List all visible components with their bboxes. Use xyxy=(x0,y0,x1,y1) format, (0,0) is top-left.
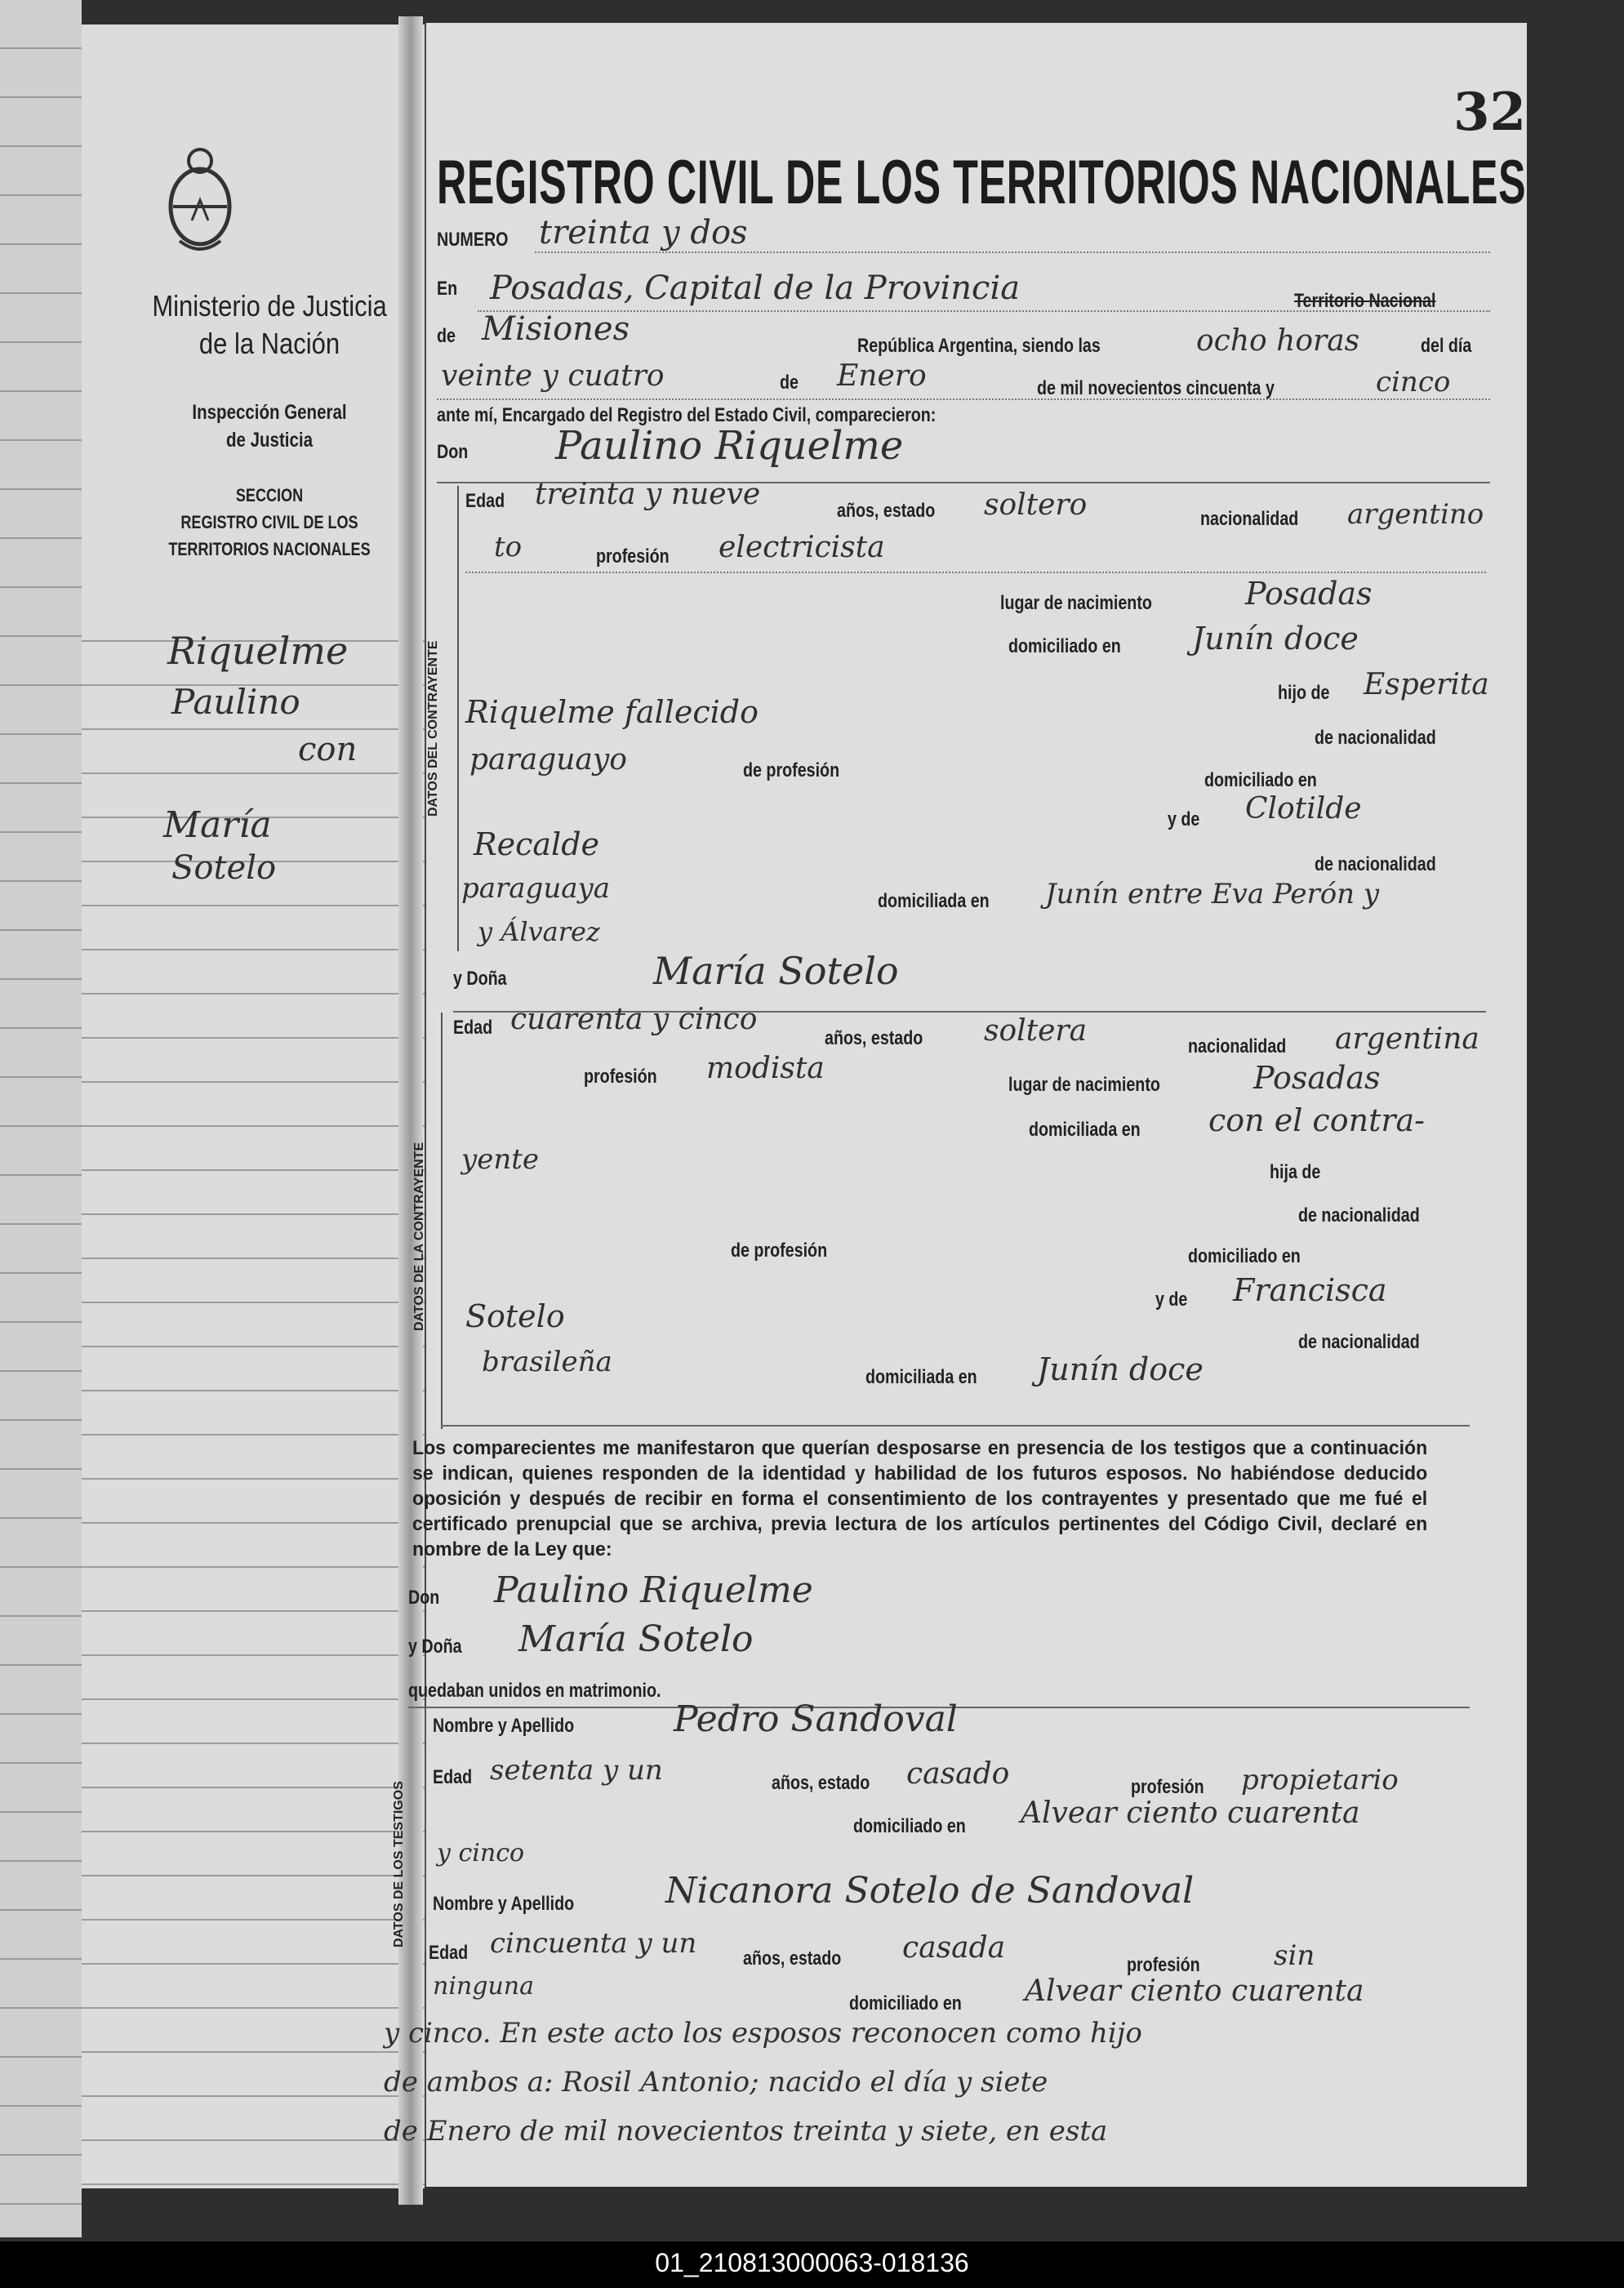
hora-value: ocho horas xyxy=(1196,324,1360,358)
final-dona-label: y Doña xyxy=(408,1636,462,1658)
ano-value: cinco xyxy=(1376,366,1451,398)
bride-dom-cont: yente xyxy=(461,1143,540,1176)
bride-dom-label: domiciliada en xyxy=(1029,1119,1141,1141)
groom-mother-value: Clotilde xyxy=(1245,792,1362,826)
inspeccion-line2: de Justicia xyxy=(226,429,313,452)
inspeccion-line1: Inspección General xyxy=(192,401,347,424)
w2-estado-value: casada xyxy=(902,1931,1006,1965)
bride-mother-dom-value: Junín doce xyxy=(1037,1351,1204,1387)
groom-father-nac-label: de nacionalidad xyxy=(1315,727,1436,749)
groom-mother-dom-label: domiciliada en xyxy=(878,890,990,912)
dia-value: veinte y cuatro xyxy=(441,359,665,393)
w2-prof-cont: ninguna xyxy=(433,1972,534,2001)
w1-dom-cont: y cinco xyxy=(437,1839,525,1867)
groom-mother-dom-cont: y Álvarez xyxy=(478,916,600,947)
groom-mother-nac-value: paraguaya xyxy=(461,872,610,905)
side-label-contrayenta: DATOS DE LA CONTRAYENTE xyxy=(412,1142,426,1331)
bride-dom-value: con el contra- xyxy=(1208,1102,1425,1138)
w2-dom-value: Alvear ciento cuarenta xyxy=(1025,1974,1364,2008)
groom-nac-value: argentino xyxy=(1347,498,1484,531)
mil-label: de mil novecientos cincuenta y xyxy=(1037,377,1275,399)
groom-lugar-label: lugar de nacimiento xyxy=(1000,592,1152,614)
final-don-label: Don xyxy=(408,1587,440,1609)
groom-lugar-value: Posadas xyxy=(1245,576,1373,612)
bride-mother-nac-label: de nacionalidad xyxy=(1298,1331,1420,1353)
stub-note-surname: Riquelme xyxy=(167,629,349,673)
republica-label: República Argentina, siendo las xyxy=(857,335,1101,357)
dona-label: y Doña xyxy=(453,968,507,990)
w2-anos-label: años, estado xyxy=(743,1947,842,1970)
bride-mother-dom-label: domiciliada en xyxy=(865,1366,977,1388)
w1-prof-value: propietario xyxy=(1241,1764,1399,1796)
bride-father-prof-label: de profesión xyxy=(731,1240,828,1262)
groom-father-prof-label: de profesión xyxy=(743,759,840,781)
w1-estado-value: casado xyxy=(906,1757,1010,1791)
de-value: Misiones xyxy=(482,310,630,348)
bride-mother-surname: Sotelo xyxy=(465,1298,565,1334)
w2-prof-label: profesión xyxy=(1127,1954,1200,1976)
note-line-2: de ambos a: Rosil Antonio; nacido el día y siete xyxy=(384,2066,1048,2099)
numero-label: NUMERO xyxy=(437,229,509,251)
bride-edad-value: cuarenta y cinco xyxy=(510,1003,758,1036)
del-dia-label: del día xyxy=(1421,335,1472,357)
note-line-3: de Enero de mil novecientos treinta y siete, en esta xyxy=(384,2115,1108,2148)
final-dona-value: María Sotelo xyxy=(518,1618,754,1660)
inspeccion-name xyxy=(142,398,397,454)
page-number: 32 xyxy=(1453,82,1527,143)
dona-value: María Sotelo xyxy=(653,949,899,993)
bride-nac-value: argentina xyxy=(1335,1022,1479,1056)
bride-estado-value: soltera xyxy=(984,1014,1088,1048)
w1-prof-label: profesión xyxy=(1131,1776,1204,1798)
image-caption: 01_210813000063-018136 xyxy=(655,2248,969,2277)
final-don-value: Paulino Riquelme xyxy=(494,1569,813,1611)
en-label: En xyxy=(437,278,458,300)
bride-hija-label: hija de xyxy=(1270,1161,1321,1183)
groom-father-nac-value: paraguayo xyxy=(469,743,627,777)
registro-line1: REGISTRO CIVIL DE LOS xyxy=(180,512,358,532)
groom-estado-value: soltero xyxy=(984,488,1088,522)
ministry-line2: de la Nación xyxy=(198,327,340,360)
bride-father-nac-label: de nacionalidad xyxy=(1298,1204,1420,1226)
ante-label: ante mí, Encargado del Registro del Estado Civil, comparecieron: xyxy=(437,404,937,426)
numero-value: treinta y dos xyxy=(539,214,748,252)
stub-note-name: Paulino xyxy=(171,682,300,722)
bride-anos-label: años, estado xyxy=(825,1027,923,1049)
w2-prof-value: sin xyxy=(1274,1939,1315,1972)
mes-value: Enero xyxy=(837,359,927,393)
en-value: Posadas, Capital de la Provincia xyxy=(490,269,1021,307)
bride-nac-label: nacionalidad xyxy=(1188,1035,1287,1057)
groom-father-dom-label: domiciliado en xyxy=(1204,769,1317,791)
coat-of-arms-icon xyxy=(155,143,245,257)
bride-prof-value: modista xyxy=(706,1052,825,1085)
groom-mother-nac-label: de nacionalidad xyxy=(1315,853,1436,875)
w2-edad-label: Edad xyxy=(429,1942,469,1964)
document-title: REGISTRO CIVIL DE LOS TERRITORIOS NACIONALES xyxy=(437,148,1527,217)
stub-note-bride-surname: Sotelo xyxy=(171,849,277,887)
seccion-label: SECCION xyxy=(235,485,304,505)
w1-nombre-label: Nombre y Apellido xyxy=(433,1715,575,1737)
w2-dom-label: domiciliado en xyxy=(849,1992,962,2014)
w1-dom-label: domiciliado en xyxy=(853,1815,966,1837)
left-page-edge xyxy=(0,0,82,2237)
groom-nac-label: nacionalidad xyxy=(1200,508,1299,530)
side-label-contrayente: DATOS DEL CONTRAYENTE xyxy=(426,640,440,817)
bride-mother-nac-value: brasileña xyxy=(482,1346,612,1378)
territorio-label: Territorio Nacional xyxy=(1294,290,1436,312)
w1-edad-value: setenta y un xyxy=(490,1754,663,1787)
quedaban-label: quedaban unidos en matrimonio. xyxy=(408,1680,661,1702)
bride-father-dom-label: domiciliado en xyxy=(1188,1245,1301,1267)
ministry-name xyxy=(136,287,403,363)
bride-prof-label: profesión xyxy=(584,1066,657,1088)
groom-mother-y-de-label: y de xyxy=(1168,808,1200,830)
stub-note-bride-name: María xyxy=(163,804,272,846)
groom-father-value: Riquelme fallecido xyxy=(465,694,759,730)
groom-anos-label: años, estado xyxy=(837,500,936,522)
groom-dom-value: Junín doce xyxy=(1192,621,1359,657)
bride-lugar-value: Posadas xyxy=(1253,1060,1381,1096)
w1-edad-label: Edad xyxy=(433,1766,473,1788)
bride-mother-value: Francisca xyxy=(1233,1272,1387,1308)
seccion-name xyxy=(142,482,397,563)
groom-hijo-label: hijo de xyxy=(1278,682,1330,704)
image-caption-bar xyxy=(0,2241,1624,2288)
don-label: Don xyxy=(437,441,469,463)
de-label: de xyxy=(437,325,456,347)
de-mes-label: de xyxy=(780,372,799,394)
w2-nombre-label: Nombre y Apellido xyxy=(433,1893,575,1915)
w1-nombre-value: Pedro Sandoval xyxy=(674,1698,958,1740)
side-label-testigos: DATOS DE LOS TESTIGOS xyxy=(392,1781,406,1947)
groom-mother-surname: Recalde xyxy=(474,826,600,862)
note-line-1: y cinco. En este acto los esposos reconocen como hijo xyxy=(384,2017,1142,2050)
groom-prof-label: profesión xyxy=(596,545,670,568)
w2-nombre-value: Nicanora Sotelo de Sandoval xyxy=(665,1870,1195,1912)
bride-lugar-label: lugar de nacimiento xyxy=(1008,1074,1160,1096)
groom-edad-label: Edad xyxy=(465,490,505,512)
don-value: Paulino Riquelme xyxy=(555,423,904,469)
bride-mother-y-de-label: y de xyxy=(1155,1289,1188,1311)
groom-edad-value: treinta y nueve xyxy=(535,478,761,511)
registro-line2: TERRITORIOS NACIONALES xyxy=(168,539,371,559)
w1-anos-label: años, estado xyxy=(772,1772,870,1794)
bride-edad-label: Edad xyxy=(453,1017,493,1039)
w1-dom-value: Alvear ciento cuarenta xyxy=(1021,1796,1360,1830)
ministry-line1: Ministerio de Justicia xyxy=(152,289,387,323)
groom-prof-value: electricista xyxy=(719,531,885,564)
legal-declaration: Los comparecientes me manifestaron que querían desposarse en presencia de los testigos que a continuación se indican, quienes responden de la identidad y habilidad de los futuros esposos. No habiéndose deducido oposición y después de recibir en forma el consentimiento de los contrayentes y presentado que me fué el certificado prenupcial que se archiva, previa lectura de los artículos pertinentes del Código Civil, declaré en nombre de la Ley que: xyxy=(412,1437,1428,1560)
stub-note-con: con xyxy=(298,731,358,768)
groom-nac-cont: to xyxy=(494,531,523,563)
groom-mother-dom-value: Junín entre Eva Perón y xyxy=(1045,878,1380,910)
groom-dom-label: domiciliado en xyxy=(1008,635,1121,657)
groom-hijo-value: Esperita xyxy=(1364,668,1489,701)
w2-edad-value: cincuenta y un xyxy=(490,1927,697,1960)
